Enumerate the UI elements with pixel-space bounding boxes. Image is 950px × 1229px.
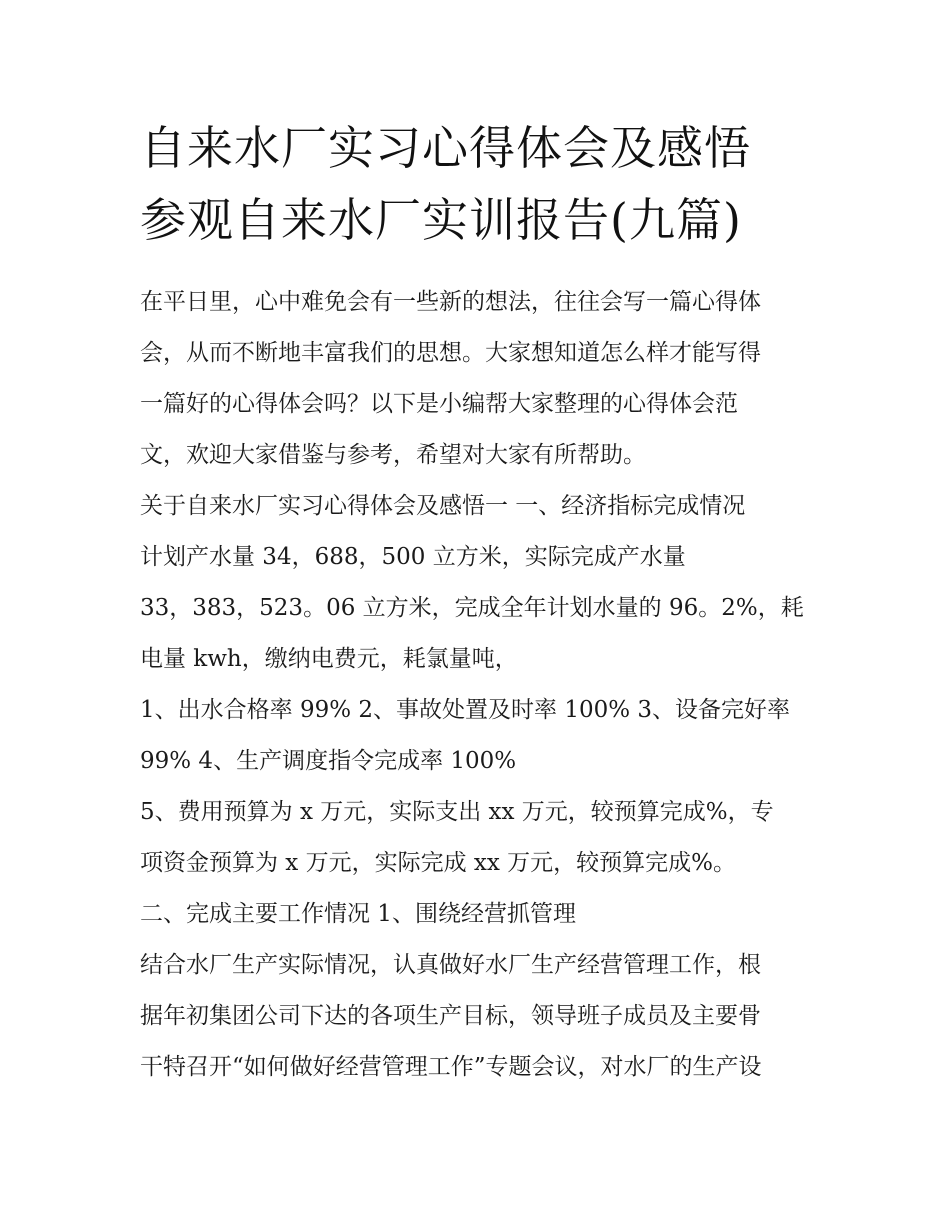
body-line: 1、出水合格率 99% 2、事故处置及时率 100% 3、设备完好率 [140, 697, 791, 723]
document-body [140, 277, 820, 1093]
body-line: 会，从而不断地丰富我们的思想。大家想知道怎么样才能写得 [140, 340, 761, 366]
body-line: 二、完成主要工作情况 1、围绕经营抓管理 [140, 901, 576, 927]
body-line: 关于自来水厂实习心得体会及感悟一 一、经济指标完成情况 [140, 493, 746, 519]
document-title [140, 112, 840, 256]
body-line: 一篇好的心得体会吗？以下是小编帮大家整理的心得体会范 [140, 391, 738, 417]
body-line: 99% 4、生产调度指令完成率 100% [140, 748, 517, 774]
body-line: 5、费用预算为 x 万元，实际支出 xx 万元，较预算完成%，专 [140, 799, 774, 825]
body-line: 干特召开“如何做好经营管理工作”专题会议，对水厂的生产设 [140, 1054, 762, 1080]
body-line: 结合水厂生产实际情况，认真做好水厂生产经营管理工作，根 [140, 952, 761, 978]
body-line: 据年初集团公司下达的各项生产目标，领导班子成员及主要骨 [140, 1003, 761, 1029]
title-line-1: 自来水厂实习心得体会及感悟 [140, 121, 751, 175]
body-line: 项资金预算为 x 万元，实际完成 xx 万元，较预算完成%。 [140, 850, 737, 876]
body-line: 在平日里，心中难免会有一些新的想法，往往会写一篇心得体 [140, 289, 761, 315]
body-line: 电量 kwh，缴纳电费元，耗氯量吨， [140, 646, 518, 672]
body-line: 计划产水量 34，688，500 立方米，实际完成产水量 [140, 544, 686, 570]
title-line-2: 参观自来水厂实训报告(九篇) [140, 193, 742, 247]
body-line: 33，383，523。06 立方米，完成全年计划水量的 96。2%，耗 [140, 595, 804, 621]
body-line: 文，欢迎大家借鉴与参考，希望对大家有所帮助。 [140, 442, 646, 468]
